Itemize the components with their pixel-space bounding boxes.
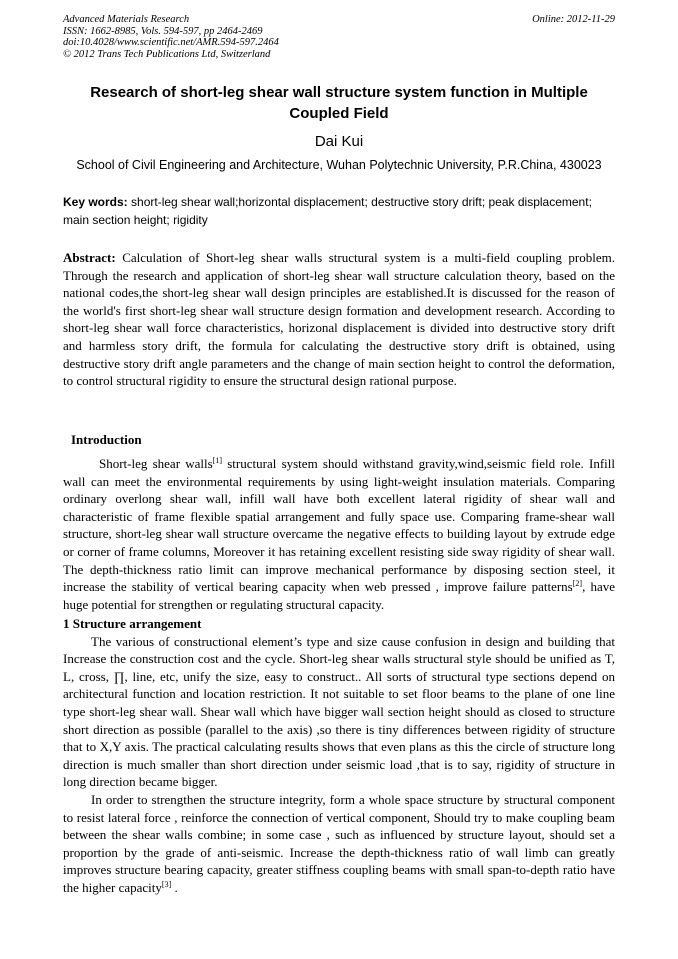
- author-name: Dai Kui: [314, 133, 364, 150]
- paper-title: Research of short-leg shear wall structure system function in Multiple Coupled Field: [90, 84, 588, 122]
- journal-header: [63, 14, 279, 60]
- para2-text-b: .: [171, 879, 178, 895]
- keywords-text: short-leg shear wall;horizontal displacement; destructive story drift; peak displacement; main section height; rigidity: [63, 195, 592, 227]
- doi-line: doi:10.4028/www.scientific.net/AMR.594-597.2464: [63, 37, 279, 49]
- abstract-label: Abstract:: [63, 250, 116, 265]
- keywords: [63, 194, 615, 229]
- journal-name: Advanced Materials Research: [63, 14, 190, 25]
- intro-text-a: Short-leg shear walls: [99, 456, 213, 471]
- section-1-heading: 1 Structure arrangement: [63, 616, 202, 631]
- intro-text-b: structural system should withstand gravity,wind,seismic field role. Infill wall can meet the environmental requirements by using light-weight insulation materials. Comparing ordinary overlong shear wall, infill wall have both excellent lateral rigidity of shear wall and characteristic of frame flexible spatial arrangement and fully space use. Comparing frame-shear wall structure, short-leg shear wall structure overcame the negative effects to building layout by extrude edge or corner of frame columns, Moreover it has retaining excellent resisting side sway rigidity of shear wall. The depth-thickness ratio limit can improve mechanical performance by disposing section steel, it increase the stability of vertical bearing capacity when web pressed , improve failure patterns: [63, 456, 615, 595]
- issn-line: ISSN: 1662-8985, Vols. 594-597, pp 2464-2469: [63, 25, 263, 37]
- introduction-paragraph: [63, 455, 615, 613]
- abstract-text: Calculation of Short-leg shear walls structural system is a multi-field coupling problem. Through the research and application of short-leg shear wall structure calculation theory, based on the national codes,the short-leg shear wall design principles are established.It is discussed for the reason of the world's first short-leg shear wall structure design formation and development research. According to short-leg shear wall force characteristics, horizonal displacement is divided into destructive story drift and harmless story drift, the formula for calculating the destructive story drift is obtained, using destructive story drift angle parameters and the change of main section height to control the deformation, to control structural rigidity to ensure the structural design rational purpose.: [63, 250, 615, 389]
- introduction-heading: Introduction: [71, 432, 142, 447]
- section-1-paragraph-1: The various of constructional element’s type and size cause confusion in design and building that Increase the construction cost and the cycle. Short-leg shear walls structural style should be unified as T, L, cross, ∏, line, etc, unify the size, easy to construct.. All sorts of structural type sections depend on architectural function and location restriction. It not suitable to set floor beams to the plane of one line type short-leg shear wall. Shear wall which have bigger wall section height should as closed to structure short direction as possible (parallel to the axis) ,so there is tiny differences between rigidity of structure that to X,Y axis. The practical calculating results shows that even plans as this the circle of structure long direction is much smaller than short direction under seismic load ,that is to say, rigidity of structure in long direction became bigger.: [63, 633, 615, 790]
- para2-text-a: In order to strengthen the structure integrity, form a whole space structure by structural component to resist lateral force , reinforce the connection of vertical component, Should try to make coupling beam between the shear walls combine; in some case , such as influenced by structure layout, should set a proportion by the grade of anti-seismic. Increase the depth-thickness ratio of wall limb can greatly improves structure bearing capacity, greater stiffness coupling beams with small span-to-depth ratio have the higher capacity: [63, 791, 615, 895]
- section-1-paragraph-2: [63, 791, 615, 897]
- reference-3: [3]: [161, 879, 172, 889]
- affiliation: School of Civil Engineering and Architecture, Wuhan Polytechnic University, P.R.China, 430023: [76, 158, 602, 172]
- reference-2: [2]: [572, 579, 583, 589]
- copyright-line: © 2012 Trans Tech Publications Ltd, Switzerland: [63, 48, 271, 60]
- reference-1: [1]: [212, 456, 223, 465]
- online-date: Online: 2012-11-29: [532, 14, 615, 25]
- abstract: [63, 249, 615, 390]
- keywords-label: Key words:: [63, 195, 128, 209]
- section-structure-arrangement: [63, 615, 615, 897]
- intro-text-c: , have huge potential for strengthen or regulating structural capacity.: [63, 579, 615, 612]
